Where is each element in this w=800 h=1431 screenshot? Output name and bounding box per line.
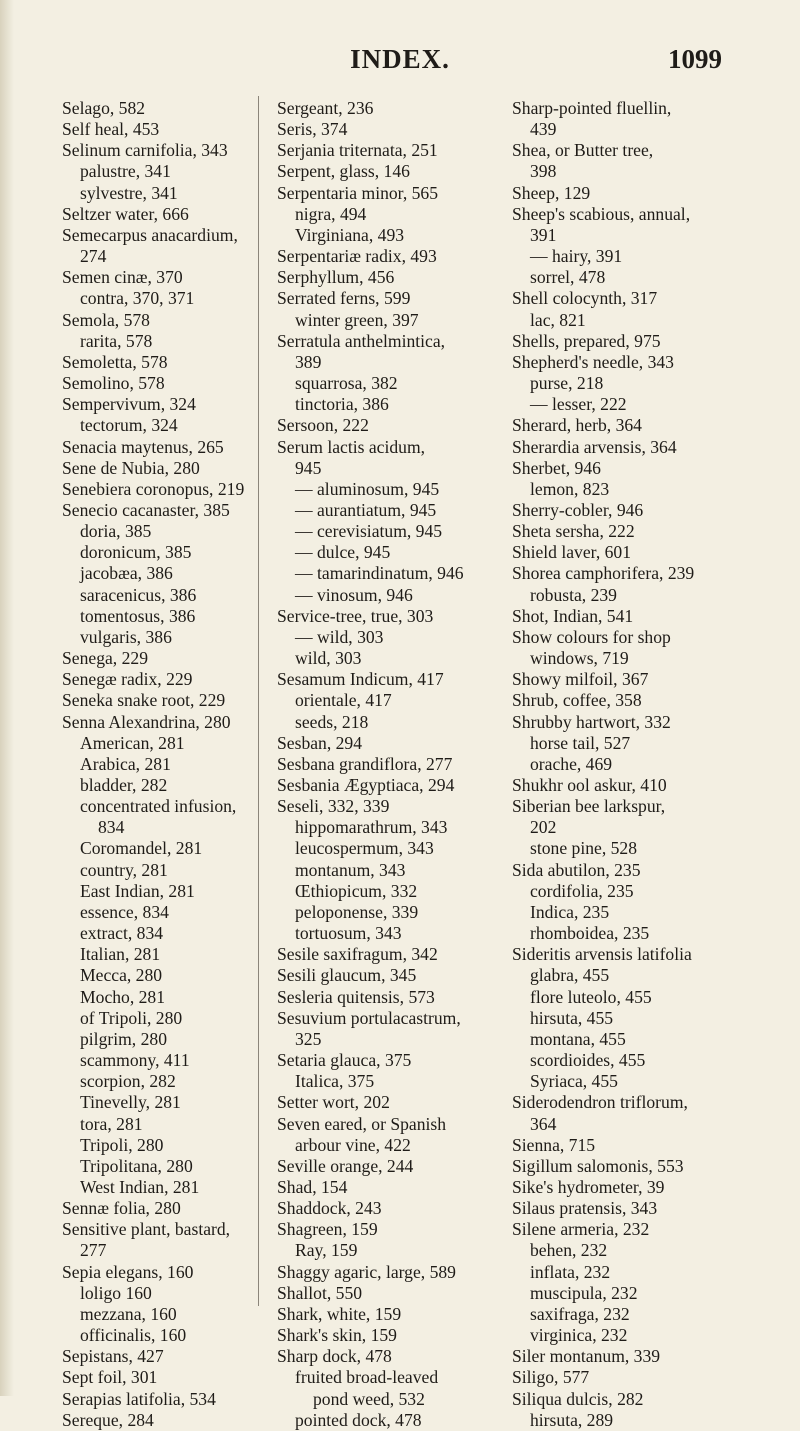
index-entry: Serjania triternata, 251 — [277, 140, 438, 161]
index-entry: saracenicus, 386 — [80, 584, 197, 605]
index-entry: Shad, 154 — [277, 1176, 348, 1197]
index-entry: Sheep, 129 — [512, 182, 591, 203]
index-entry: — wild, 303 — [295, 626, 384, 647]
index-entry: Shield laver, 601 — [512, 542, 632, 563]
index-entry: nigra, 494 — [295, 203, 367, 224]
index-entry: 398 — [530, 161, 557, 182]
index-entry: 391 — [530, 224, 557, 245]
index-entry: hippomarathrum, 343 — [295, 817, 448, 838]
index-entry: Seville orange, 244 — [277, 1155, 414, 1176]
index-entry: Self heal, 453 — [62, 119, 160, 140]
index-entry: Shrub, coffee, 358 — [512, 690, 642, 711]
index-entry: bladder, 282 — [80, 775, 168, 795]
index-entry: West Indian, 281 — [80, 1176, 200, 1197]
index-entry: Sersoon, 222 — [277, 415, 369, 436]
index-entry: rhomboidea, 235 — [530, 923, 650, 944]
index-entry: American, 281 — [80, 732, 185, 753]
index-entry: Show colours for shop — [512, 626, 671, 647]
index-entry: tinctoria, 386 — [295, 394, 389, 415]
index-entry: — vinosum, 946 — [295, 584, 413, 605]
index-entry: Silaus pratensis, 343 — [512, 1198, 658, 1219]
index-entry: scammony, 411 — [80, 1050, 190, 1071]
index-entry: Serum lactis acidum, — [277, 436, 426, 457]
index-entry: essence, 834 — [80, 901, 169, 922]
index-entry: Sepia elegans, 160 — [62, 1261, 194, 1282]
index-entry: Sene de Nubia, 280 — [62, 457, 200, 478]
index-entry: — aluminosum, 945 — [295, 478, 440, 499]
index-entry: Sesbana grandiflora, 277 — [277, 753, 453, 774]
index-entry: squarrosa, 382 — [295, 373, 398, 394]
index-entry: montanum, 343 — [295, 859, 406, 880]
index-entry: Shukhr ool askur, 410 — [512, 775, 667, 795]
index-entry: scorpion, 282 — [80, 1071, 176, 1092]
index-entry: muscipula, 232 — [530, 1282, 638, 1303]
index-entry: Setter wort, 202 — [277, 1092, 390, 1113]
index-entry: Shagreen, 159 — [277, 1219, 378, 1240]
index-entry: scordioides, 455 — [530, 1050, 646, 1071]
index-entry: country, 281 — [80, 859, 168, 880]
index-entry: Sheta sersha, 222 — [512, 521, 635, 542]
index-entry: Arabica, 281 — [80, 753, 171, 774]
index-entry: — cerevisiatum, 945 — [295, 521, 443, 542]
index-entry: Shallot, 550 — [277, 1282, 363, 1303]
page-number: 1099 — [668, 44, 722, 74]
index-entry: rarita, 578 — [80, 330, 153, 351]
index-entry: Sheep's scabious, annual, — [512, 203, 691, 224]
index-entry: loligo 160 — [80, 1282, 152, 1303]
index-entry: Sesamum Indicum, 417 — [277, 669, 444, 690]
index-entry: — tamarindinatum, 946 — [295, 563, 464, 584]
index-entry: extract, 834 — [80, 923, 164, 944]
index-entry: Sharp dock, 478 — [277, 1346, 392, 1367]
index-entry: cordifolia, 235 — [530, 880, 634, 901]
index-entry: Mecca, 280 — [80, 965, 163, 986]
index-entry: Shorea camphorifera, 239 — [512, 563, 695, 584]
index-entry: 945 — [295, 457, 322, 478]
index-entry: pond weed, 532 — [313, 1388, 425, 1409]
index-entry: contra, 370, 371 — [80, 288, 195, 309]
index-entry: Serphyllum, 456 — [277, 267, 395, 288]
index-entry: winter green, 397 — [295, 309, 419, 330]
index-entry: Senegæ radix, 229 — [62, 669, 193, 690]
index-entry: Serapias latifolia, 534 — [62, 1388, 216, 1409]
index-entry: Sienna, 715 — [512, 1134, 596, 1155]
index-entry: doronicum, 385 — [80, 542, 192, 563]
index-entry: 277 — [80, 1240, 107, 1261]
index-entry: Service-tree, true, 303 — [277, 605, 434, 626]
index-entry: Sereque, 284 — [62, 1409, 154, 1430]
index-entry: Senecio cacanaster, 385 — [62, 499, 230, 520]
index-entry: Italica, 375 — [295, 1071, 375, 1092]
index-entry: flore luteolo, 455 — [530, 986, 652, 1007]
index-entry: Sensitive plant, bastard, — [62, 1219, 231, 1240]
index-entry: Sherardia arvensis, 364 — [512, 436, 677, 457]
index-entry: tortuosum, 343 — [295, 923, 402, 944]
index-entry: jacobæa, 386 — [80, 563, 173, 584]
index-entry: hirsuta, 455 — [530, 1007, 614, 1028]
index-entry: Siligo, 577 — [512, 1367, 590, 1388]
index-entry: Mocho, 281 — [80, 986, 166, 1007]
index-entry: Semolino, 578 — [62, 373, 165, 394]
index-entry: Shrubby hartwort, 332 — [512, 711, 671, 732]
index-entry: Siler montanum, 339 — [512, 1346, 661, 1367]
index-entry: Selinum carnifolia, 343 — [62, 140, 228, 161]
index-entry: — aurantiatum, 945 — [295, 499, 437, 520]
index-entry: Sempervivum, 324 — [62, 394, 196, 415]
index-entry: Shea, or Butter tree, — [512, 140, 654, 161]
index-entry: Sesban, 294 — [277, 732, 363, 753]
index-entry: — lesser, 222 — [530, 394, 627, 415]
index-entry: Sennæ folia, 280 — [62, 1198, 181, 1219]
index-entry: Setaria glauca, 375 — [277, 1050, 412, 1071]
index-entry: arbour vine, 422 — [295, 1134, 411, 1155]
page-binding-shadow — [0, 0, 14, 1396]
index-entry: 325 — [295, 1028, 322, 1049]
index-entry: Shaggy agaric, large, 589 — [277, 1261, 456, 1282]
index-entry: Tripolitana, 280 — [80, 1155, 193, 1176]
index-entry: Sesuvium portulacastrum, — [277, 1007, 461, 1028]
index-entry: sorrel, 478 — [530, 267, 606, 288]
index-entry: inflata, 232 — [530, 1261, 611, 1282]
index-entry: Sharp-pointed fluellin, — [512, 98, 672, 118]
index-entry: tomentosus, 386 — [80, 605, 196, 626]
index-entry: 834 — [98, 817, 125, 838]
index-entry: lac, 821 — [530, 309, 586, 330]
index-entry: hirsuta, 289 — [530, 1409, 614, 1430]
index-entry: seeds, 218 — [295, 711, 369, 732]
index-entry: Seneka snake root, 229 — [62, 690, 226, 711]
index-entry: Sherard, herb, 364 — [512, 415, 642, 436]
index-entry: Sesbania Ægyptiaca, 294 — [277, 775, 455, 795]
index-entry: Senacia maytenus, 265 — [62, 436, 224, 457]
index-entry: Œthiopicum, 332 — [295, 880, 418, 901]
index-column-3 — [512, 98, 742, 1431]
index-entry: Semen cinæ, 370 — [62, 267, 183, 288]
index-entry: Siderodendron triflorum, — [512, 1092, 688, 1113]
index-entry: Sesile saxifragum, 342 — [277, 944, 438, 965]
index-entry: peloponense, 339 — [295, 901, 419, 922]
index-entry: Semoletta, 578 — [62, 351, 168, 372]
index-entry: Semola, 578 — [62, 309, 150, 330]
index-entry: robusta, 239 — [530, 584, 617, 605]
index-entry: glabra, 455 — [530, 965, 610, 986]
index-entry: fruited broad-leaved — [295, 1367, 439, 1388]
index-entry: Senega, 229 — [62, 648, 148, 669]
index-column-2 — [277, 98, 499, 1431]
index-entry: tora, 281 — [80, 1113, 143, 1134]
index-entry: doria, 385 — [80, 521, 152, 542]
index-entry: Silene armeria, 232 — [512, 1219, 650, 1240]
index-entry: Sesili glaucum, 345 — [277, 965, 417, 986]
index-entry: Sherry-cobler, 946 — [512, 499, 644, 520]
index-entry: Serratula anthelmintica, — [277, 330, 446, 351]
index-entry: montana, 455 — [530, 1028, 626, 1049]
index-entry: 364 — [530, 1113, 557, 1134]
index-entry: virginica, 232 — [530, 1325, 628, 1346]
index-entry: orientale, 417 — [295, 690, 392, 711]
index-entry: Sherbet, 946 — [512, 457, 601, 478]
index-entry: Seven eared, or Spanish — [277, 1113, 447, 1134]
index-entry: — dulce, 945 — [295, 542, 391, 563]
index-entry: 389 — [295, 351, 322, 372]
index-entry: Sesleria quitensis, 573 — [277, 986, 435, 1007]
index-entry: 439 — [530, 119, 557, 140]
index-entry: Tinevelly, 281 — [80, 1092, 181, 1113]
index-entry: windows, 719 — [530, 648, 629, 669]
index-entry: Sergeant, 236 — [277, 98, 374, 118]
index-entry: leucospermum, 343 — [295, 838, 434, 859]
index-entry: Syriaca, 455 — [530, 1071, 618, 1092]
index-entry: stone pine, 528 — [530, 838, 638, 859]
index-entry: tectorum, 324 — [80, 415, 178, 436]
index-entry: Italian, 281 — [80, 944, 161, 965]
index-entry: vulgaris, 386 — [80, 626, 172, 647]
index-entry: orache, 469 — [530, 753, 613, 774]
index-entry: saxifraga, 232 — [530, 1303, 630, 1324]
index-entry: Serrated ferns, 599 — [277, 288, 411, 309]
index-entry: Sida abutilon, 235 — [512, 859, 641, 880]
index-entry: Seseli, 332, 339 — [277, 796, 390, 817]
index-entry: Sept foil, 301 — [62, 1367, 158, 1388]
index-entry: Seltzer water, 666 — [62, 203, 189, 224]
index-entry: behen, 232 — [530, 1240, 608, 1261]
index-entry: Shell colocynth, 317 — [512, 288, 658, 309]
index-entry: horse tail, 527 — [530, 732, 631, 753]
index-entry: lemon, 823 — [530, 478, 610, 499]
index-entry: Shark, white, 159 — [277, 1303, 402, 1324]
index-entry: pilgrim, 280 — [80, 1028, 167, 1049]
index-entry: Shaddock, 243 — [277, 1198, 382, 1219]
index-entry: pointed dock, 478 — [295, 1409, 422, 1430]
index-entry: 202 — [530, 817, 557, 838]
index-entry: Selago, 582 — [62, 98, 146, 118]
index-entry: Senna Alexandrina, 280 — [62, 711, 231, 732]
index-entry: palustre, 341 — [80, 161, 171, 182]
index-entry: Siliqua dulcis, 282 — [512, 1388, 644, 1409]
index-entry: Seris, 374 — [277, 119, 348, 140]
index-entry: concentrated infusion, — [80, 796, 237, 817]
page-header — [0, 44, 800, 84]
index-entry: East Indian, 281 — [80, 880, 195, 901]
index-entry: Serpentariæ radix, 493 — [277, 246, 437, 267]
index-entry: Shark's skin, 159 — [277, 1325, 397, 1346]
index-entry: Sigillum salomonis, 553 — [512, 1155, 684, 1176]
index-entry: Sideritis arvensis latifolia — [512, 944, 692, 965]
index-entry: Tripoli, 280 — [80, 1134, 164, 1155]
index-entry: Shot, Indian, 541 — [512, 605, 634, 626]
index-entry: Sepistans, 427 — [62, 1346, 164, 1367]
index-entry: mezzana, 160 — [80, 1303, 177, 1324]
index-column-1 — [62, 98, 262, 1431]
index-entry: Indica, 235 — [530, 901, 610, 922]
index-entry: Virginiana, 493 — [295, 224, 405, 245]
index-entry: Ray, 159 — [295, 1240, 358, 1261]
index-entry: Coromandel, 281 — [80, 838, 203, 859]
index-entry: Siberian bee larkspur, — [512, 796, 666, 817]
index-entry: Shepherd's needle, 343 — [512, 351, 674, 372]
index-entry: purse, 218 — [530, 373, 604, 394]
index-entry: officinalis, 160 — [80, 1325, 187, 1346]
index-entry: sylvestre, 341 — [80, 182, 178, 203]
index-entry: wild, 303 — [295, 648, 362, 669]
index-entry: Serpentaria minor, 565 — [277, 182, 439, 203]
index-entry: Senebiera coronopus, 219 — [62, 478, 245, 499]
index-entry: 274 — [80, 246, 107, 267]
page-title: INDEX. — [350, 44, 450, 74]
index-entry: Shells, prepared, 975 — [512, 330, 661, 351]
index-entry: — hairy, 391 — [530, 246, 623, 267]
index-entry: Sike's hydrometer, 39 — [512, 1176, 665, 1197]
index-entry: Serpent, glass, 146 — [277, 161, 410, 182]
index-entry: of Tripoli, 280 — [80, 1007, 183, 1028]
index-entry: Semecarpus anacardium, — [62, 224, 238, 245]
index-entry: Showy milfoil, 367 — [512, 669, 649, 690]
